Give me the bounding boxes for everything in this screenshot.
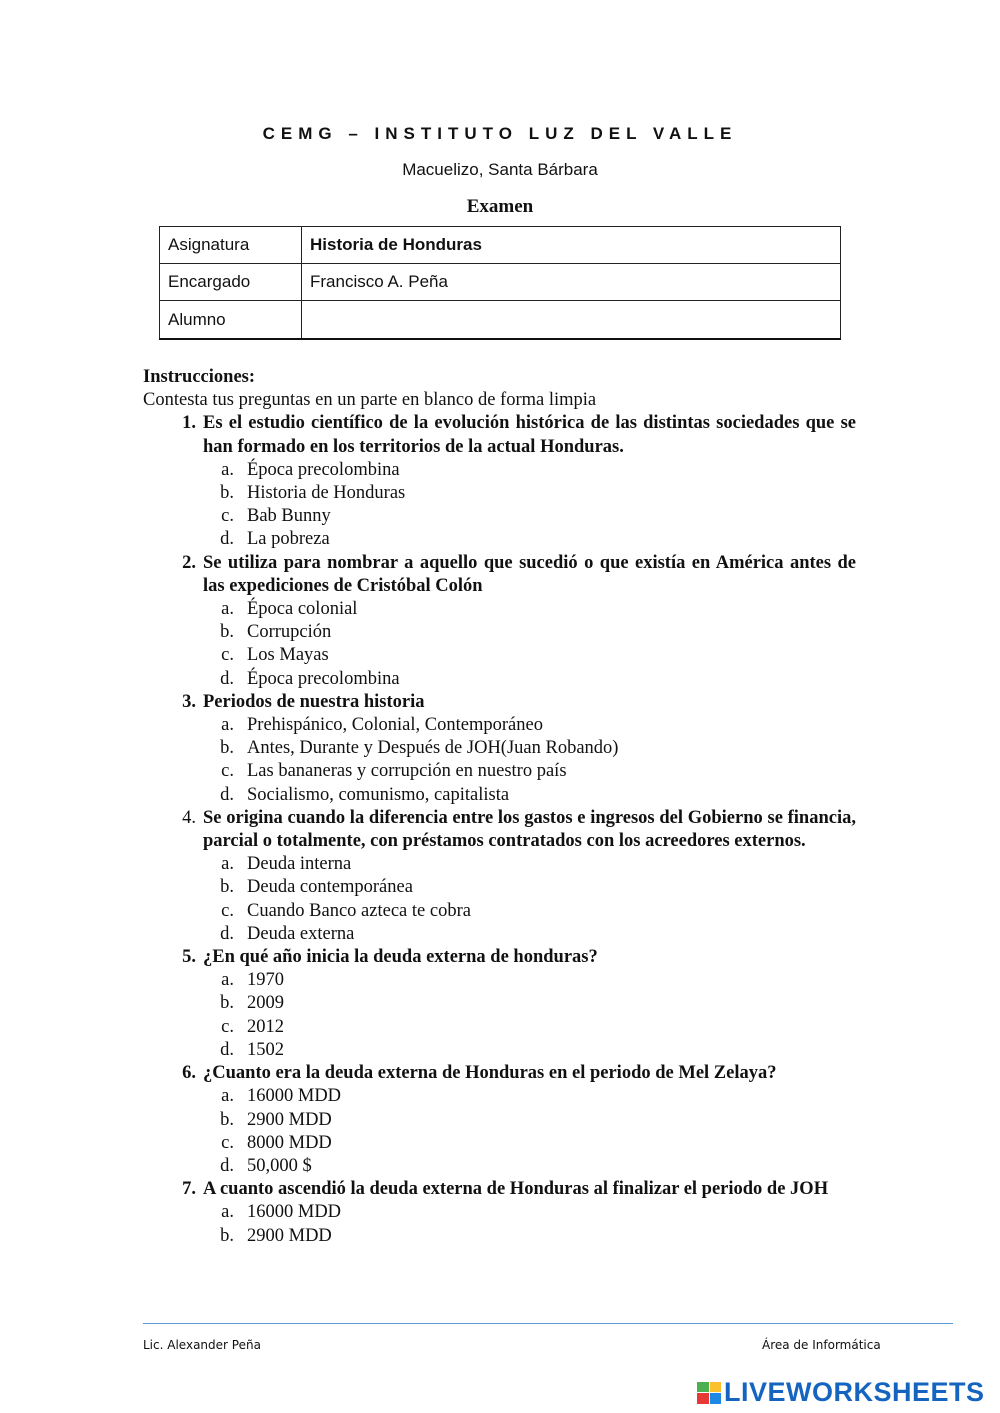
option-item[interactable] [143, 1085, 856, 1108]
option-text: 50,000 $ [247, 1155, 312, 1176]
option-item[interactable] [143, 1109, 856, 1132]
option-text: 16000 MDD [247, 1202, 342, 1223]
exam-content [143, 366, 856, 1248]
option-text: Las bananeras y corrupción en nuestro país [247, 761, 567, 782]
student-name-field[interactable] [302, 301, 841, 340]
option-item[interactable] [143, 482, 856, 505]
question-number: 2. [182, 552, 196, 573]
question-3 [143, 691, 856, 714]
option-item[interactable] [143, 760, 856, 783]
question-number: 7. [182, 1179, 196, 1200]
school-location: Macuelizo, Santa Bárbara [402, 160, 598, 179]
option-letter: d. [220, 529, 234, 550]
option-letter: d. [220, 923, 234, 944]
table-row [160, 301, 841, 340]
question-2 [143, 552, 856, 598]
question-number: 1. [182, 413, 196, 434]
option-text: Socialismo, comunismo, capitalista [247, 784, 510, 805]
logo-square [710, 1393, 722, 1404]
subject-label: Asignatura [160, 227, 302, 264]
option-item[interactable] [143, 1132, 856, 1155]
option-text: 2900 MDD [247, 1109, 332, 1130]
option-text: Cuando Banco azteca te cobra [247, 900, 471, 921]
option-item[interactable] [143, 969, 856, 992]
option-letter: b. [220, 738, 234, 759]
logo-square [697, 1393, 709, 1404]
question-text: Se utiliza para nombrar a aquello que sucedió o que existía en América antes de las expediciones de Cristóbal Colón [203, 552, 856, 596]
option-letter: a. [221, 459, 234, 480]
option-item[interactable] [143, 505, 856, 528]
option-item[interactable] [143, 900, 856, 923]
option-text: 2009 [247, 993, 284, 1014]
option-item[interactable] [143, 621, 856, 644]
table-row [160, 264, 841, 301]
question-number: 3. [182, 691, 196, 712]
footer-department: Área de Informática [762, 1338, 881, 1352]
footer-divider [143, 1323, 953, 1324]
option-text: Corrupción [247, 622, 332, 643]
option-letter: a. [221, 715, 234, 736]
option-text: Época precolombina [247, 668, 400, 689]
option-item[interactable] [143, 644, 856, 667]
question-7 [143, 1178, 856, 1201]
option-item[interactable] [143, 1016, 856, 1039]
option-text: 16000 MDD [247, 1086, 342, 1107]
option-letter: a. [221, 970, 234, 991]
option-item[interactable] [143, 1225, 856, 1248]
question-number: 4. [182, 807, 196, 828]
option-letter: b. [220, 993, 234, 1014]
option-letter: b. [220, 622, 234, 643]
option-text: Prehispánico, Colonial, Contemporáneo [247, 715, 543, 736]
school-title: CEMG – INSTITUTO LUZ DEL VALLE [262, 124, 738, 143]
option-text: Antes, Durante y Después de JOH(Juan Robando) [247, 738, 619, 759]
question-4 [143, 807, 856, 853]
question-5 [143, 946, 856, 969]
option-item[interactable] [143, 1201, 856, 1224]
question-text: Es el estudio científico de la evolución histórica de las distintas sociedades que se han formado en los territorios de la actual Honduras. [203, 413, 856, 457]
exam-label: Examen [466, 196, 534, 217]
option-text: 2012 [247, 1016, 284, 1037]
option-text: Deuda externa [247, 923, 355, 944]
option-text: 1502 [247, 1039, 284, 1060]
option-text: Época colonial [247, 599, 358, 620]
option-item[interactable] [143, 853, 856, 876]
info-table [159, 226, 841, 340]
option-item[interactable] [143, 737, 856, 760]
instructions-text: Contesta tus preguntas en un parte en blanco de forma limpia [143, 390, 597, 411]
question-text: Se origina cuando la diferencia entre los gastos e ingresos del Gobierno se financia, parcial o totalmente, con préstamos contratados con los acreedores externos. [203, 807, 856, 852]
option-item[interactable] [143, 1155, 856, 1178]
footer-author: Lic. Alexander Peña [143, 1338, 261, 1352]
option-item[interactable] [143, 668, 856, 691]
option-letter: a. [221, 1202, 234, 1223]
option-letter: c. [221, 645, 234, 666]
option-item[interactable] [143, 459, 856, 482]
option-letter: c. [221, 1132, 234, 1153]
student-label: Alumno [160, 301, 302, 340]
option-letter: d. [220, 668, 234, 689]
option-letter: b. [220, 877, 234, 898]
question-1 [143, 412, 856, 458]
question-text: ¿Cuanto era la deuda externa de Honduras en el periodo de Mel Zelaya? [203, 1063, 777, 1084]
liveworksheets-brand[interactable] [697, 1377, 985, 1408]
option-letter: d. [220, 1155, 234, 1176]
option-text: Los Mayas [247, 645, 329, 666]
option-letter: c. [221, 900, 234, 921]
option-letter: d. [220, 784, 234, 805]
option-letter: b. [220, 1225, 234, 1246]
option-letter: c. [221, 761, 234, 782]
question-text: A cuanto ascendió la deuda externa de Honduras al finalizar el periodo de JOH [203, 1179, 829, 1200]
question-number: 5. [182, 947, 196, 968]
option-letter: a. [221, 854, 234, 875]
option-text: Deuda interna [247, 854, 352, 875]
option-item[interactable] [143, 1039, 856, 1062]
teacher-label: Encargado [160, 264, 302, 301]
option-text: Época precolombina [247, 459, 400, 480]
logo-square [697, 1382, 709, 1393]
option-letter: a. [221, 599, 234, 620]
option-text: Historia de Honduras [247, 483, 406, 504]
option-text: 8000 MDD [247, 1132, 332, 1153]
option-text: Deuda contemporánea [247, 877, 413, 898]
teacher-value: Francisco A. Peña [302, 264, 841, 301]
question-text: Periodos de nuestra historia [203, 691, 425, 712]
option-text: 1970 [247, 970, 284, 991]
instructions-title: Instrucciones: [143, 367, 256, 387]
question-text: ¿En qué año inicia la deuda externa de honduras? [203, 947, 598, 968]
liveworksheets-logo-icon [697, 1382, 721, 1404]
question-number: 6. [182, 1063, 196, 1084]
table-row [160, 227, 841, 264]
option-item[interactable] [143, 876, 856, 899]
option-text: Bab Bunny [247, 506, 331, 527]
option-text: 2900 MDD [247, 1225, 332, 1246]
liveworksheets-wordmark: LIVEWORKSHEETS [724, 1377, 985, 1407]
option-item[interactable] [143, 528, 856, 551]
option-item[interactable] [143, 784, 856, 807]
option-letter: c. [221, 1016, 234, 1037]
option-letter: b. [220, 483, 234, 504]
option-item[interactable] [143, 992, 856, 1015]
option-item[interactable] [143, 714, 856, 737]
question-6 [143, 1062, 856, 1085]
option-letter: c. [221, 506, 234, 527]
option-item[interactable] [143, 923, 856, 946]
subject-value: Historia de Honduras [302, 227, 841, 264]
option-item[interactable] [143, 598, 856, 621]
logo-square [710, 1382, 722, 1393]
option-letter: d. [220, 1039, 234, 1060]
option-letter: b. [220, 1109, 234, 1130]
option-text: La pobreza [247, 529, 330, 550]
option-letter: a. [221, 1086, 234, 1107]
